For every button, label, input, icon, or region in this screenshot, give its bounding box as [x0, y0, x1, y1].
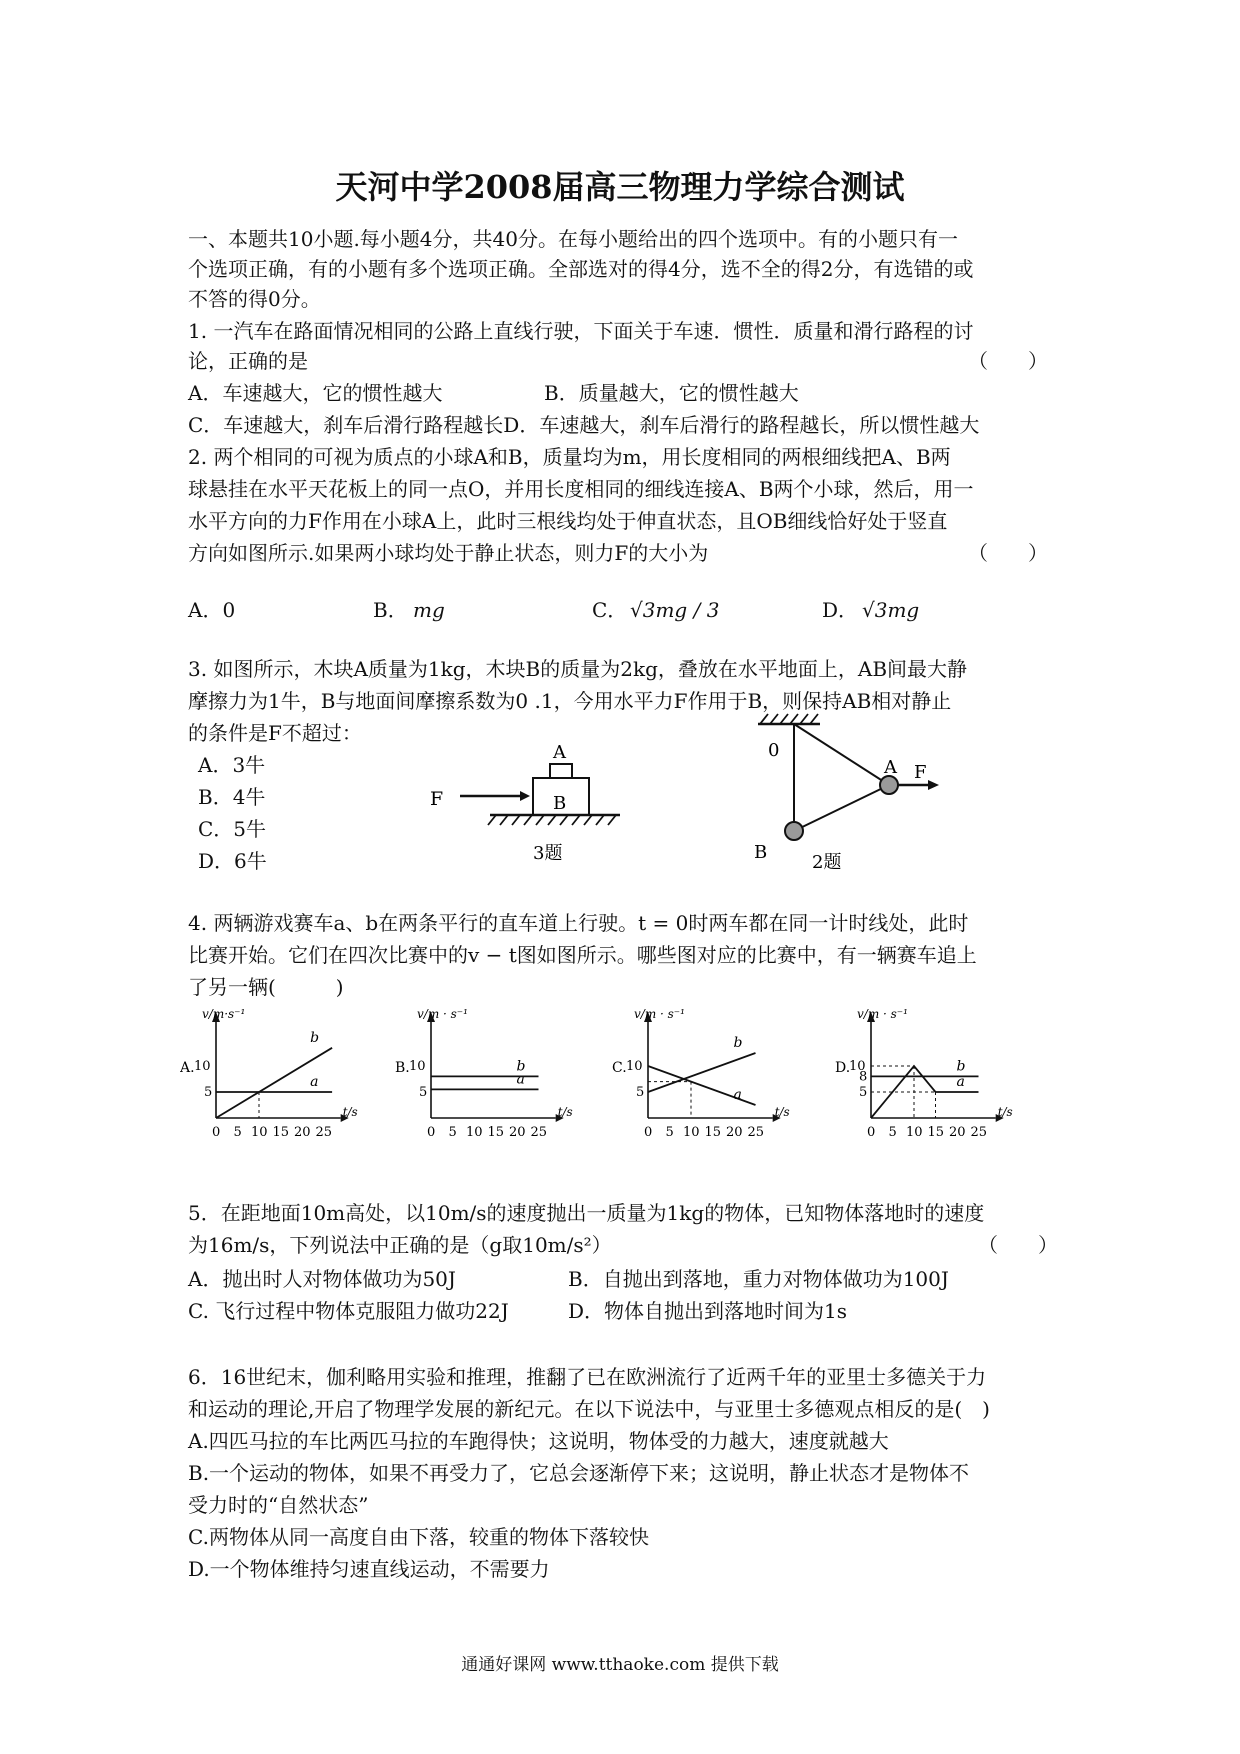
q1-option-a: A．车速越大，它的惯性越大	[188, 381, 443, 405]
x-tick-label: 5	[233, 1125, 242, 1140]
q2-option-c-label: C．	[592, 598, 628, 622]
force-arrow-head	[520, 791, 530, 801]
x-tick-label: 20	[949, 1125, 966, 1140]
q6-option-a: A.四匹马拉的车比两匹马拉的车跑得快；这说明，物体受的力越大，速度就越大	[188, 1429, 889, 1453]
block-a	[550, 764, 572, 778]
q6-option-d: D.一个物体维持匀速直线运动，不需要力	[188, 1557, 550, 1581]
q2-stem: 球悬挂在水平天花板上的同一点O，并用长度相同的细线连接A、B两个小球，然后，用一	[188, 477, 974, 501]
x-tick-label: 20	[509, 1125, 526, 1140]
series-b-label: b	[956, 1058, 966, 1075]
q2-stem: 方向如图所示.如果两小球均处于静止状态，则力F的大小为	[188, 541, 709, 565]
page-title: 天河中学2008届高三物理力学综合测试	[335, 168, 905, 206]
q1-stem: 论，正确的是	[188, 349, 308, 373]
intro-line: 个选项正确，有的小题有多个选项正确。全部选对的得4分，选不全的得2分，有选错的或	[188, 257, 974, 281]
figure-3-caption: 3题	[533, 843, 563, 864]
series-a-label: a	[733, 1087, 742, 1103]
q2-stem: 2. 两个相同的可视为质点的小球A和B，质量均为m，用长度相同的两根细线把A、B两	[188, 445, 951, 469]
footer-source: 通通好课网 www.tthaoke.com 提供下载	[461, 1655, 779, 1675]
q6-option-b-cont: 受力时的“自然状态”	[188, 1493, 369, 1517]
figure-2-caption: 2题	[812, 852, 842, 873]
q5-stem: 5．在距地面10m高处，以10m/s的速度抛出一质量为1kg的物体，已知物体落地时的速度	[188, 1201, 985, 1225]
q3-stem: 3. 如图所示，木块A质量为1kg，木块B的质量为2kg，叠放在水平地面上，AB间最大静	[188, 657, 968, 681]
y-tick-label: 8	[859, 1069, 868, 1085]
x-tick-label: 25	[747, 1125, 765, 1140]
force-label: F	[430, 788, 444, 810]
q3-stem: 摩擦力为1牛，B与地面间摩擦系数为0 .1，今用水平力F作用于B，则保持AB相对静止	[188, 689, 952, 713]
q2-option-c-value: √3mg / 3	[630, 598, 720, 622]
y-tick-label: 5	[636, 1085, 645, 1100]
chart-label: D.	[835, 1060, 851, 1076]
q4-stem: 4. 两辆游戏赛车a、b在两条平行的直车道上行驶。t = 0时两车都在同一计时线处，此时	[188, 911, 969, 935]
answer-paren: （ ）	[978, 1233, 1058, 1257]
x-tick-label: 25	[530, 1125, 548, 1140]
x-tick-label: 10	[906, 1125, 923, 1140]
q5-stem: 为16m/s，下列说法中正确的是（g取10m/s²）	[188, 1233, 612, 1257]
block-b-label: B	[553, 793, 567, 814]
q6-stem: 6．16世纪末，伽利略用实验和推理，推翻了已在欧洲流行了近两千年的亚里士多德关于力	[188, 1365, 987, 1389]
series-a-label: a	[516, 1071, 525, 1088]
x-tick-label: 5	[448, 1125, 457, 1140]
q5-option-d: D．物体自抛出到落地时间为1s	[568, 1299, 848, 1323]
chart-label: C.	[612, 1060, 627, 1076]
ball-a	[880, 776, 898, 794]
y-tick-label: 10	[194, 1059, 211, 1074]
string-oa	[794, 724, 889, 785]
vt-chart-c	[612, 1008, 827, 1158]
answer-paren: （ ）	[968, 541, 1048, 565]
point-o-label: 0	[768, 740, 780, 761]
answer-paren: （ ）	[968, 349, 1048, 373]
x-axis-label: t/s	[557, 1105, 573, 1119]
q3-option-a: A．3牛	[198, 753, 266, 777]
y-tick-label: 10	[849, 1059, 866, 1074]
force-arrow-head	[928, 780, 939, 790]
q2-option-a: A．0	[188, 598, 236, 622]
x-tick-label: 10	[466, 1125, 483, 1140]
x-tick-label: 10	[251, 1125, 268, 1140]
y-axis-label: v/m · s⁻¹	[857, 1008, 908, 1021]
q3-option-d: D．6牛	[198, 849, 267, 873]
q4-stem: 比赛开始。它们在四次比赛中的v − t图如图所示。哪些图对应的比赛中，有一辆赛车追上	[188, 943, 977, 967]
series-a-label: a	[310, 1074, 319, 1090]
figure-2-pendulum	[740, 700, 970, 880]
q2-option-b-value: mg	[413, 598, 445, 622]
q3-stem: 的条件是F不超过：	[188, 721, 362, 745]
intro-line: 不答的得0分。	[188, 287, 321, 311]
x-tick-label: 15	[927, 1125, 945, 1140]
q4-stem: 了另一辆( )	[188, 975, 344, 999]
ball-b	[785, 822, 803, 840]
x-axis-label: t/s	[774, 1105, 790, 1119]
ceiling-hatch	[760, 714, 818, 724]
x-tick-label: 5	[665, 1125, 674, 1140]
y-tick-label: 10	[626, 1059, 643, 1074]
vt-chart-a	[180, 1008, 390, 1158]
x-tick-label: 25	[970, 1125, 988, 1140]
x-tick-label: 15	[487, 1125, 505, 1140]
q3-option-c: C．5牛	[198, 817, 267, 841]
x-tick-label: 15	[704, 1125, 722, 1140]
q5-option-b: B．自抛出到落地，重力对物体做功为100J	[568, 1267, 949, 1291]
q2-stem: 水平方向的力F作用在小球A上，此时三根线均处于伸直状态，且OB细线恰好处于竖直	[188, 509, 948, 533]
x-tick-label: 5	[888, 1125, 897, 1140]
q6-stem: 和运动的理论,开启了物理学发展的新纪元。在以下说法中，与亚里士多德观点相反的是( )	[188, 1397, 990, 1421]
q6-option-c: C.两物体从同一高度自由下落，较重的物体下落较快	[188, 1525, 649, 1549]
x-tick-label: 0	[644, 1125, 653, 1140]
q2-option-d-value: √3mg	[862, 598, 920, 622]
q2-option-d-label: D．	[822, 598, 859, 622]
x-tick-label: 20	[726, 1125, 743, 1140]
q3-option-b: B．4牛	[198, 785, 266, 809]
ball-b-label: B	[754, 842, 768, 863]
q2-option-b-label: B．	[373, 598, 408, 622]
figure-3-blocks	[420, 740, 630, 880]
q5-option-c: C. 飞行过程中物体克服阻力做功22J	[188, 1299, 509, 1323]
q1-stem: 1. 一汽车在路面情况相同的公路上直线行驶，下面关于车速．惯性．质量和滑行路程的讨	[188, 319, 974, 343]
chart-label: A.	[180, 1060, 195, 1076]
intro-line: 一、本题共10小题.每小题4分，共40分。在每小题给出的四个选项中。有的小题只有一	[188, 227, 958, 251]
q5-option-a: A．抛出时人对物体做功为50J	[188, 1267, 456, 1291]
force-label: F	[914, 762, 927, 783]
series-b-label: b	[516, 1058, 526, 1075]
y-tick-label: 5	[859, 1085, 868, 1100]
x-tick-label: 0	[867, 1125, 876, 1140]
x-tick-label: 15	[272, 1125, 290, 1140]
y-tick-label: 5	[419, 1085, 428, 1100]
ground-hatch	[488, 815, 616, 825]
x-tick-label: 20	[294, 1125, 311, 1140]
x-tick-label: 0	[427, 1125, 436, 1140]
x-tick-label: 25	[315, 1125, 333, 1140]
series-b-label: b	[733, 1035, 743, 1051]
y-axis-label: v/m · s⁻¹	[417, 1008, 468, 1021]
y-tick-label: 5	[204, 1085, 213, 1100]
vt-chart-b	[395, 1008, 605, 1158]
y-tick-label: 10	[409, 1059, 426, 1074]
ball-a-label: A	[884, 757, 897, 778]
chart-label: B.	[395, 1060, 410, 1076]
block-a-label: A	[553, 742, 566, 763]
vt-chart-d	[835, 1008, 1060, 1158]
q1-option-cd: C．车速越大，刹车后滑行路程越长D．车速越大，刹车后滑行的路程越长，所以惯性越大	[188, 413, 980, 437]
y-axis-label: v/m·s⁻¹	[202, 1008, 246, 1021]
series-a-label: a	[956, 1074, 965, 1090]
y-axis-label: v/m · s⁻¹	[634, 1008, 685, 1021]
q1-option-b: B．质量越大，它的惯性越大	[544, 381, 799, 405]
x-axis-label: t/s	[342, 1105, 358, 1119]
q6-option-b: B.一个运动的物体，如果不再受力了，它总会逐渐停下来；这说明，静止状态才是物体不	[188, 1461, 970, 1485]
x-axis-label: t/s	[997, 1105, 1013, 1119]
x-tick-label: 10	[683, 1125, 700, 1140]
x-tick-label: 0	[212, 1125, 221, 1140]
string-ab	[794, 785, 889, 831]
series-b-label: b	[310, 1029, 320, 1046]
